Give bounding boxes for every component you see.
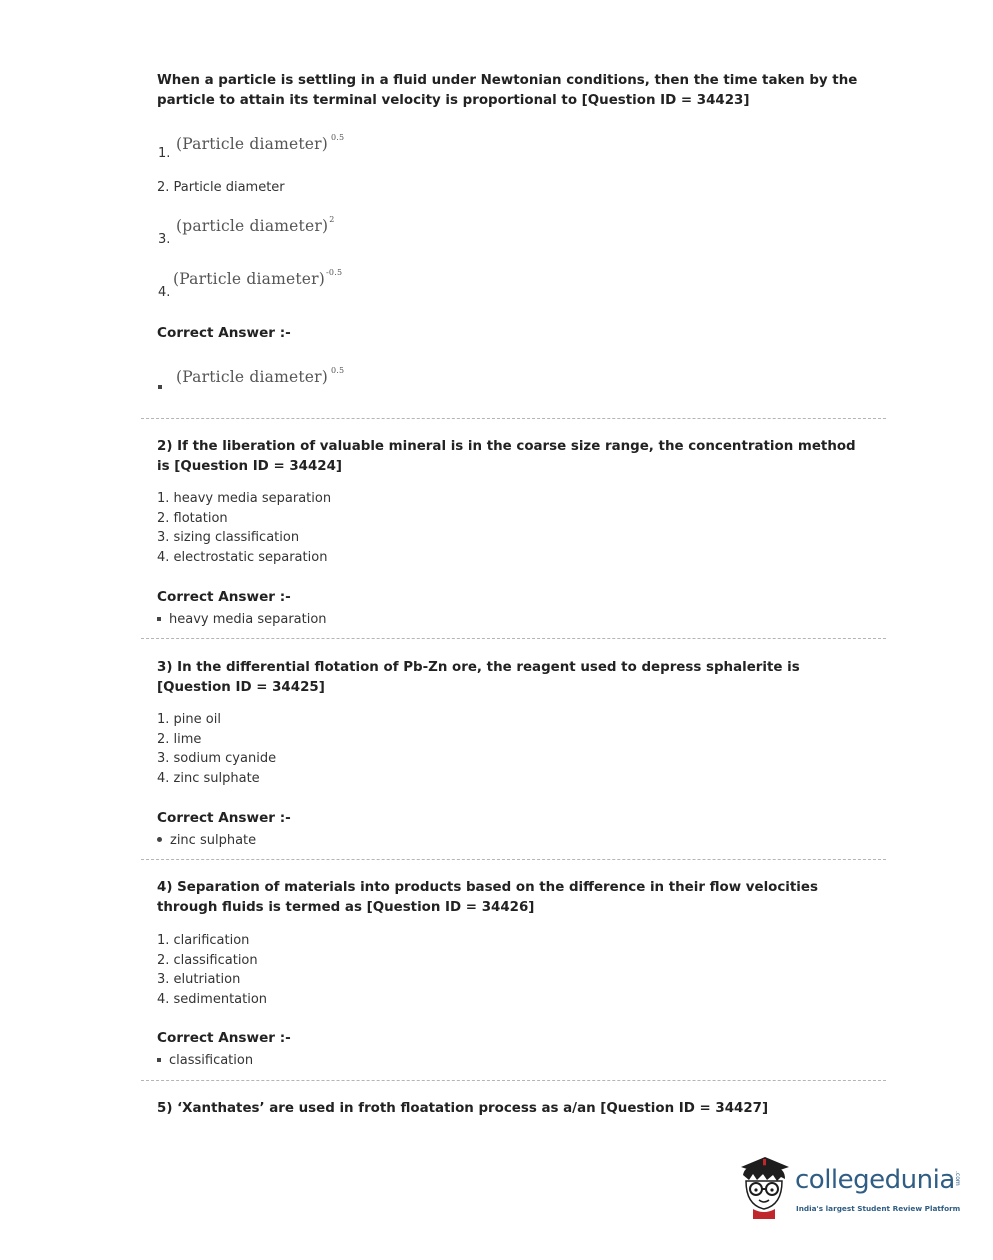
q3-correct-answer: zinc sulphate	[157, 833, 256, 848]
q4-options	[157, 931, 267, 1009]
bullet-icon	[157, 837, 162, 842]
logo-domain-suffix: .com	[954, 1171, 961, 1186]
separator	[141, 1080, 886, 1081]
q4-correct-answer-label: Correct Answer :-	[157, 1030, 291, 1046]
q2-correct-answer-label: Correct Answer :-	[157, 589, 291, 605]
separator	[141, 859, 886, 860]
q2-option-4: 4. electrostatic separation	[157, 549, 328, 565]
mascot-icon	[735, 1153, 793, 1225]
question-4-text: 4) Separation of materials into products based on the difference in their flow velocities through fluids is termed as [Question ID = 34426]	[157, 880, 818, 915]
separator	[141, 418, 886, 419]
q4-option-1: 1. clarification	[157, 933, 250, 948]
q1-option-4-number: 4.	[158, 285, 171, 300]
q2-correct-answer: heavy media separation	[157, 612, 327, 627]
q4-option-3: 3. elutriation	[157, 972, 241, 988]
bullet-icon	[157, 1058, 161, 1062]
q3-option-1: 1. pine oil	[157, 712, 221, 727]
q1-option-1-number: 1.	[158, 146, 171, 161]
q3-option-4: 4. zinc sulphate	[157, 770, 260, 786]
q1-option-3-formula: (particle diameter)$^2$	[176, 215, 335, 235]
bullet-icon	[157, 617, 161, 621]
q1-option-3-number: 3.	[158, 232, 171, 247]
q1-correct-answer-formula: (Particle diameter) $^{0.5}$	[176, 366, 345, 386]
q1-option-2: 2. Particle diameter	[157, 180, 285, 195]
question-3-text: 3) In the differential flotation of Pb-Zn ore, the reagent used to depress sphalerite is [Question ID = 34425]	[157, 660, 800, 695]
logo-tagline: India's largest Student Review Platform	[796, 1204, 961, 1213]
question-5-text: 5) ‘Xanthates’ are used in froth floatation process as a/an [Question ID = 34427]	[157, 1101, 769, 1116]
q1-correct-answer-label: Correct Answer :-	[157, 325, 291, 341]
question-2-text: 2) If the liberation of valuable mineral is in the coarse size range, the concentration method is [Question ID = 34424]	[157, 439, 856, 474]
q3-correct-answer-label: Correct Answer :-	[157, 810, 291, 826]
collegedunia-logo	[735, 1153, 965, 1225]
q1-option-1-formula: (Particle diameter) $^{0.5}$	[176, 133, 345, 153]
q1-answer-bullet	[158, 385, 162, 389]
q2-option-3: 3. sizing classification	[157, 530, 300, 546]
q2-option-1: 1. heavy media separation	[157, 491, 332, 506]
q2-option-2: 2. flotation	[157, 510, 228, 526]
q2-options	[157, 489, 331, 567]
logo-wordmark: collegedunia	[795, 1165, 955, 1195]
q4-option-4: 4. sedimentation	[157, 991, 268, 1007]
q4-option-2: 2. classification	[157, 952, 258, 968]
q3-option-2: 2. lime	[157, 731, 202, 747]
q3-options	[157, 710, 276, 788]
q3-option-3: 3. sodium cyanide	[157, 751, 277, 767]
question-1-text: When a particle is settling in a fluid under Newtonian conditions, then the time taken by the particle to attain its terminal velocity is proportional to [Question ID = 34423]	[157, 73, 858, 108]
q1-option-4-formula: (Particle diameter)$^{-0.5}$	[173, 268, 343, 288]
separator	[141, 638, 886, 639]
q4-correct-answer: classification	[157, 1053, 253, 1068]
